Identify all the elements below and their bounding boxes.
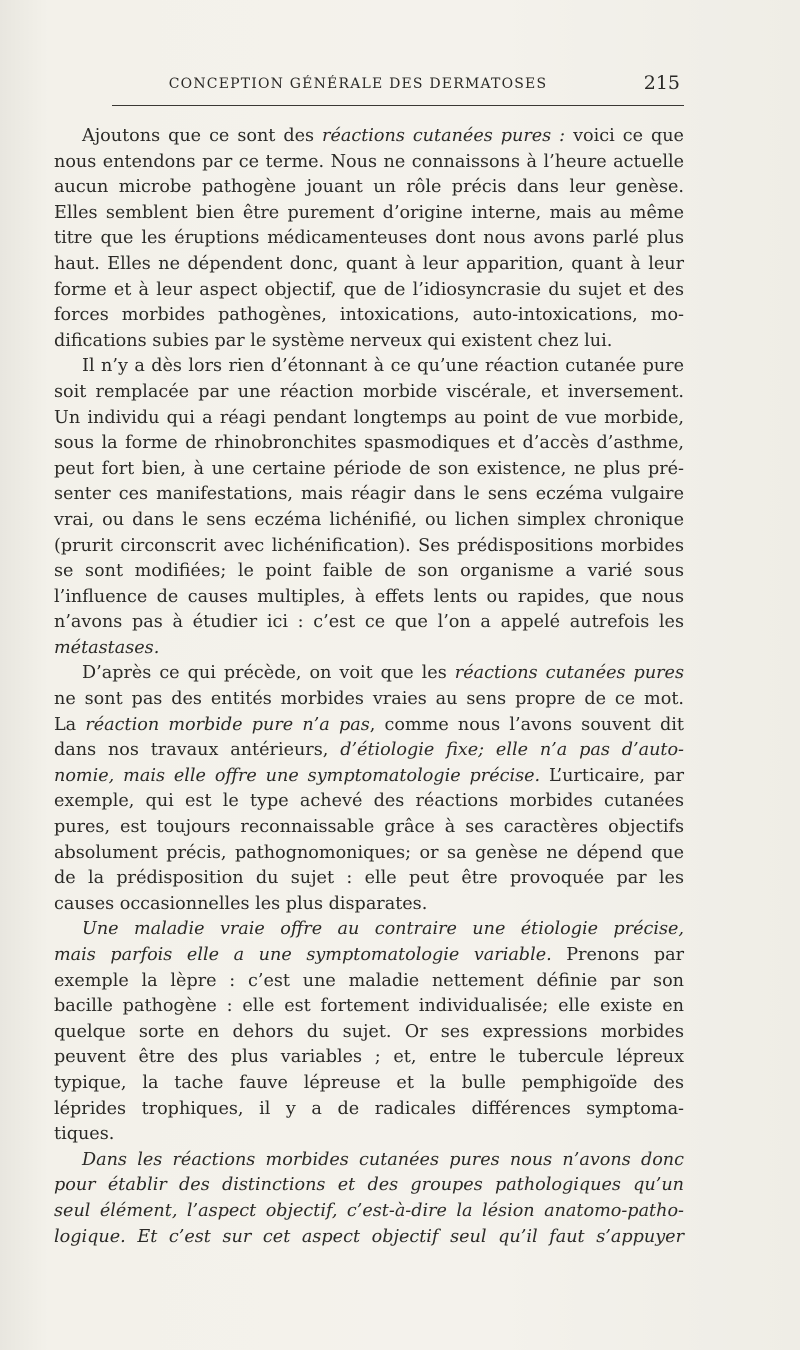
italic-text: Dans les réactions morbides cutanées pures nous n’avons donc [82, 1149, 684, 1170]
italic-text: seul élément, l’aspect objectif, c’est-à-dire la lésion anatomo-patho- [54, 1200, 684, 1221]
text-span: Prenons par [551, 945, 685, 965]
text-span: Elles semblent bien être purement d’origine interne, mais au même [54, 202, 684, 223]
italic-text: logique. Et c’est sur cet aspect objectif seul qu’il faut s’appuyer [54, 1226, 684, 1247]
text-span: sous la forme de rhinobronchites spasmodiques et d’accès d’asthme, [54, 433, 684, 454]
page-number: 215 [643, 72, 680, 94]
text-span: léprides trophiques, il y a de radicales différences symptoma- [54, 1098, 684, 1119]
text-line [54, 201, 684, 227]
text-line [54, 585, 684, 611]
text-line [54, 559, 684, 585]
text-span: forme et à leur aspect objectif, que de l’idiosyncrasie du sujet et des [54, 279, 684, 300]
text-span: aucun microbe pathogène jouant un rôle précis dans leur genèse. [54, 177, 684, 198]
italic-text: réaction morbide pure n’a pas [85, 714, 370, 735]
text-line [54, 534, 684, 560]
text-span: peuvent être des plus variables ; et, entre le tubercule lépreux [54, 1047, 684, 1068]
text-line [54, 1173, 684, 1199]
text-span: voici ce que [565, 126, 684, 146]
italic-text: Une maladie vraie offre au contraire une étiologie précise, [82, 919, 684, 940]
text-line [54, 329, 684, 355]
text-line [54, 661, 684, 687]
text-line [54, 1148, 684, 1174]
text-line [54, 150, 684, 176]
text-span: Il n’y a dès lors rien d’étonnant à ce qu’une réaction cutanée pure [82, 356, 684, 377]
text-span: , comme nous l’avons souvent dit [369, 714, 685, 735]
text-line [54, 226, 684, 252]
text-line [54, 1071, 684, 1097]
text-line [54, 1199, 684, 1225]
text-line [54, 482, 684, 508]
body-text [54, 124, 684, 1250]
text-span: l’influence de causes multiples, à effets lents ou rapides, que nous [54, 586, 684, 607]
text-line [54, 917, 684, 943]
text-line [54, 252, 684, 278]
text-span: quelque sorte en dehors du sujet. Or ses expressions morbides [54, 1021, 684, 1042]
text-span: de la prédisposition du sujet : elle peut être provoquée par les [54, 868, 684, 889]
text-line [54, 1122, 684, 1148]
text-line [54, 278, 684, 304]
text-line [54, 789, 684, 815]
text-span: tiques. [54, 1124, 115, 1145]
text-span: titre que les éruptions médicamenteuses dont nous avons parlé plus [54, 228, 684, 249]
text-span: D’après ce qui précède, on voit que les [82, 663, 455, 684]
text-line [54, 508, 684, 534]
text-span: forces morbides pathogènes, intoxications, auto-intoxications, mo- [54, 305, 684, 326]
text-span: exemple la lèpre : c’est une maladie nettement définie par son [54, 970, 684, 991]
italic-text: réactions cutanées pures : [322, 126, 566, 146]
text-span: n’avons pas à étudier ici : c’est ce que l’on a appelé autrefois les [54, 612, 684, 633]
text-span: Ajoutons que ce sont des [82, 126, 323, 146]
text-span: ne sont pas des entités morbides vraies au sens propre de ce mot. [54, 689, 684, 710]
text-line [54, 1225, 684, 1251]
text-span: soit remplacée par une réaction morbide viscérale, et inversement. [54, 381, 684, 402]
running-title: CONCEPTION GÉNÉRALE DES DERMATOSES [168, 76, 548, 92]
text-line [54, 866, 684, 892]
header-rule [112, 105, 684, 106]
text-line [54, 636, 684, 662]
text-line [54, 1020, 684, 1046]
text-line [54, 841, 684, 867]
text-line [54, 124, 684, 150]
text-span: dans nos travaux antérieurs, [54, 740, 341, 761]
text-line [54, 406, 684, 432]
text-span: peut fort bien, à une certaine période de son existence, ne plus pré- [54, 458, 684, 479]
text-span: absolument précis, pathognomoniques; or sa genèse ne dépend que [54, 842, 684, 863]
text-span: exemple, qui est le type achevé des réactions morbides cutanées [54, 791, 684, 812]
text-span: nous entendons par ce terme. Nous ne connaissons à l’heure actuelle [54, 151, 684, 172]
text-span: La [54, 714, 86, 735]
text-line [54, 1097, 684, 1123]
text-span: causes occasionnelles les plus disparates. [54, 893, 428, 914]
text-line [54, 175, 684, 201]
italic-text: d’étiologie fixe; elle n’a pas d’auto- [340, 740, 685, 761]
text-line [54, 457, 684, 483]
text-line [54, 687, 684, 713]
text-line [54, 354, 684, 380]
text-line [54, 892, 684, 918]
text-span: bacille pathogène : elle est fortement individualisée; elle existe en [54, 996, 684, 1017]
italic-text: mais parfois elle a une symptomatologie variable. [54, 945, 552, 965]
text-span: pures, est toujours reconnaissable grâce à ses caractères objectifs [54, 817, 684, 838]
text-line [54, 380, 684, 406]
text-line [54, 738, 684, 764]
text-span: (prurit circonscrit avec lichénification). Ses prédispositions morbides [54, 535, 684, 556]
text-line [54, 610, 684, 636]
text-line [54, 969, 684, 995]
text-line [54, 994, 684, 1020]
italic-text: réactions cutanées pures [454, 663, 685, 684]
running-head [112, 72, 684, 96]
text-line [54, 431, 684, 457]
italic-text: pour établir des distinctions et des groupes pathologiques qu’un [54, 1175, 684, 1196]
text-span: haut. Elles ne dépendent donc, quant à leur apparition, quant à leur [54, 253, 684, 274]
italic-text: nomie, mais elle offre une symptomatologie précise. [54, 765, 541, 786]
text-span: Un individu qui a réagi pendant longtemps au point de vue morbide, [54, 407, 684, 428]
text-span: se sont modifiées; le point faible de son organisme a varié sous [54, 561, 684, 582]
text-line [54, 1045, 684, 1071]
italic-text: métastases. [54, 637, 160, 658]
text-span: typique, la tache fauve lépreuse et la bulle pemphigoïde des [54, 1072, 684, 1093]
text-span: L’urticaire, par [540, 765, 684, 786]
text-span: vrai, ou dans le sens eczéma lichénifié, ou lichen simplex chronique [54, 509, 684, 530]
text-line [54, 303, 684, 329]
text-line [54, 713, 684, 739]
text-span: senter ces manifestations, mais réagir dans le sens eczéma vulgaire [54, 484, 684, 505]
text-span: difications subies par le système nerveux qui existent chez lui. [54, 330, 613, 351]
text-line [54, 815, 684, 841]
text-line [54, 943, 684, 969]
text-line [54, 764, 684, 790]
